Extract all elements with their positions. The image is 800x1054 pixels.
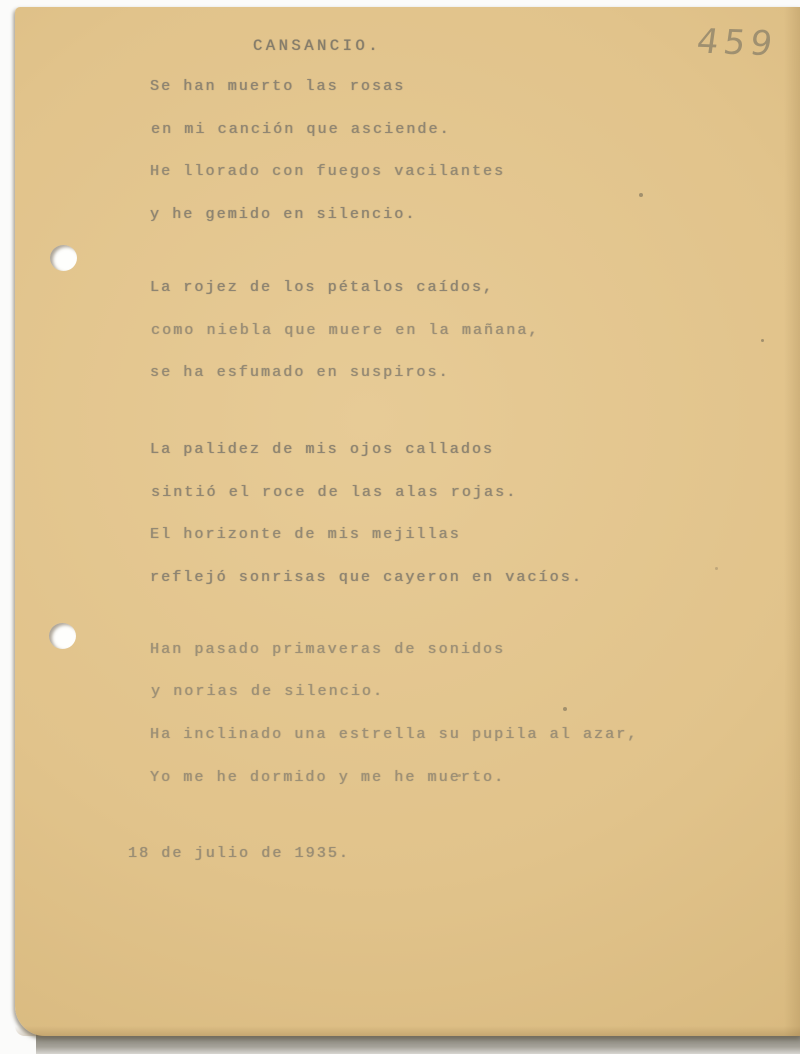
poem-line: como niebla que muere en la mañana, — [151, 321, 540, 339]
poem-line: sintió el roce de las alas rojas. — [151, 483, 518, 501]
paper-speck — [761, 339, 764, 342]
paper-speck — [639, 193, 643, 197]
poem-date: 18 de julio de 1935. — [128, 845, 351, 862]
poem-line: se ha esfumado en suspiros. — [150, 364, 450, 382]
poem-line: y he gemido en silencio. — [150, 206, 417, 224]
stanza-3 — [150, 429, 638, 600]
handwritten-page-number: 459 — [694, 21, 780, 65]
poem-body — [150, 66, 638, 830]
poem-title: CANSANCIO. — [253, 37, 382, 55]
punch-hole-bottom — [49, 623, 76, 649]
paper-sheet — [15, 7, 800, 1036]
poem-line: La palidez de mis ojos callados — [150, 440, 495, 458]
paper-speck — [458, 774, 461, 777]
poem-line: El horizonte de mis mejillas — [150, 526, 461, 544]
poem-line: reflejó sonrisas que cayeron en vacíos. — [150, 569, 583, 587]
poem-line: Yo me he dormido y me he muerto. — [150, 768, 506, 786]
poem-line: en mi canción que asciende. — [151, 120, 451, 138]
poem-line: La rojez de los pétalos caídos, — [150, 278, 495, 296]
poem-line: y norias de silencio. — [151, 683, 385, 701]
punch-hole-top — [50, 245, 77, 271]
stanza-1 — [150, 66, 638, 237]
paper-speck — [715, 567, 718, 570]
poem-line: Se han muerto las rosas — [150, 78, 406, 95]
poem-line: He llorado con fuegos vacilantes — [150, 163, 506, 181]
paper-speck — [563, 707, 567, 711]
stanza-2 — [150, 267, 638, 395]
poem-line: Han pasado primaveras de sonidos — [150, 640, 506, 658]
stanza-4 — [150, 629, 638, 800]
poem-line: Ha inclinado una estrella su pupila al azar, — [150, 726, 639, 744]
